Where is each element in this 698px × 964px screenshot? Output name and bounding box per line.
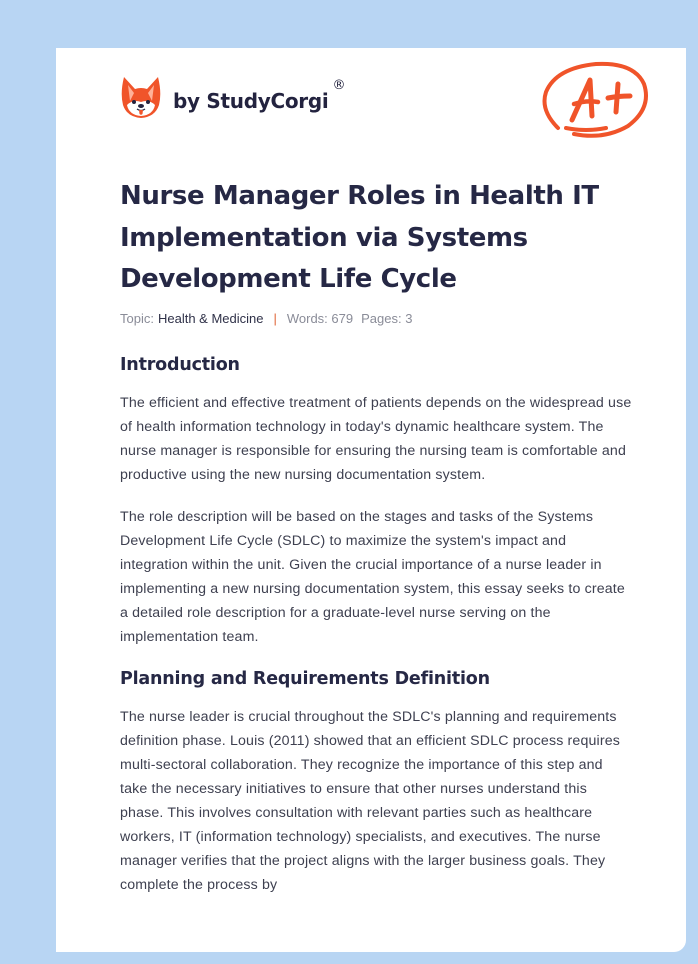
page-count: Pages: 3 xyxy=(361,311,413,326)
a-plus-grade-badge xyxy=(538,58,654,149)
paragraph: The role description will be based on the stages and tasks of the Systems Development Life Cycle (SDLC) to maximize the system's impact and integration within the unit. Given the crucial importance of a nurse leader in implementing a new nursing documentation system, this essay seeks to create a detailed role description for a graduate-level nurse serving on the implementation team. xyxy=(120,509,625,645)
paragraph: The nurse leader is crucial throughout the SDLC's planning and requirements definition phase. Louis (2011) showed that an efficient SDLC process requires multi-sectoral collaboration. They recognize the importance of this step and take the necessary initiatives to ensure that other nurses understand this phase. This involves consultation with relevant parties such as healthcare workers, IT (information technology) specialists, and executives. The nurse manager verifies that the project aligns with the larger business goals. They complete the process by xyxy=(120,709,620,893)
corgi-icon xyxy=(121,75,161,119)
topic-link[interactable]: Health & Medicine xyxy=(157,311,264,326)
word-count: Words: 679 xyxy=(286,311,354,326)
essay-content xyxy=(120,353,632,897)
brand-name: by StudyCorgi xyxy=(173,89,329,113)
studycorgi-logo[interactable] xyxy=(121,75,345,119)
registered-mark: ® xyxy=(332,77,346,93)
section-heading-planning: Planning and Requirements Definition xyxy=(120,669,490,689)
meta-separator: | xyxy=(273,311,277,326)
document-card xyxy=(56,48,686,952)
paragraph: The efficient and effective treatment of patients depends on the widespread use of health information technology in today's dynamic healthcare system. The nurse manager is responsible for ensuring the nursing team is comfortable and productive using the new nursing documentation system. xyxy=(120,395,632,483)
topic-label: Topic: xyxy=(120,311,154,326)
document-meta xyxy=(120,311,412,326)
section-heading-introduction: Introduction xyxy=(120,355,240,375)
a-plus-icon xyxy=(538,58,654,144)
page-title: Nurse Manager Roles in Health IT Implementation via Systems Development Life Cycle xyxy=(120,181,599,294)
